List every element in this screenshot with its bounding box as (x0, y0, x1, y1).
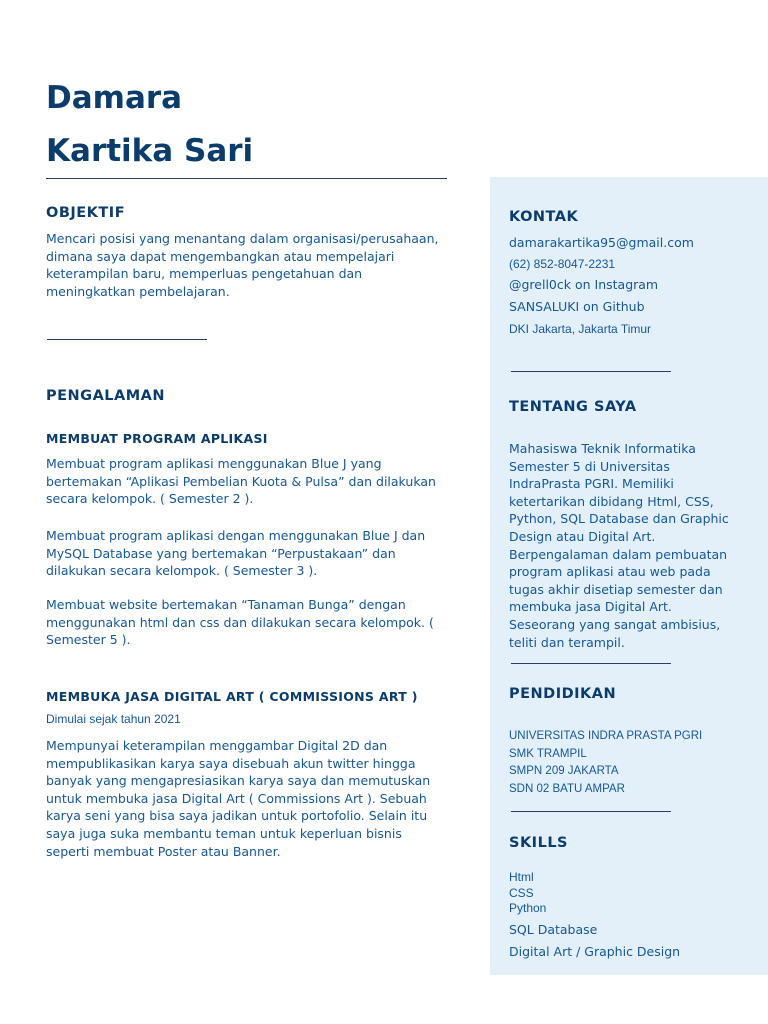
skills-list (509, 870, 546, 917)
education-list (509, 728, 702, 799)
education-item: SMPN 209 JAKARTA (509, 765, 619, 778)
about-heading: TENTANG SAYA (509, 399, 637, 415)
skill-item: Html (509, 870, 534, 884)
resume-name (46, 72, 253, 178)
education-item: SDN 02 BATU AMPAR (509, 783, 625, 796)
contact-divider (511, 371, 671, 372)
job-description: Mempunyai keterampilan menggambar Digital 2D dan mempublikasikan karya saya disebuah akun twitter hingga banyak yang mengapresiasikan karya saya dan memutuskan untuk membuka jasa Digital Art ( Commissions Art ). Sebuah karya seni yang bisa saya jadikan untuk portofolio. Selain itu saya juga suka membantu teman untuk keperluan bisnis seperti membuat Poster atau Banner. (46, 738, 431, 859)
skills-heading: SKILLS (509, 835, 568, 851)
first-name: Damara (46, 80, 183, 116)
about-text: Mahasiswa Teknik Informatika Semester 5 di Universitas IndraPrasta PGRI. Memiliki ketertarikan dibidang Html, CSS, Python, SQL Database dan Graphic Design atau Digital Art. Berpengalaman dalam pembuatan program aplikasi atau web pada tugas akhir disetiap semester dan membuka jasa Digital Art. Seseorang yang sangat ambisius, teliti dan terampil. (509, 441, 729, 650)
objective-divider (47, 339, 207, 340)
about-divider (511, 663, 671, 664)
contact-email[interactable]: damarakartika95@gmail.com (509, 235, 694, 250)
contact-github: SANSALUKI on Github (509, 299, 645, 314)
contact-instagram: @grell0ck on Instagram (509, 277, 659, 292)
skill-item: Python (509, 901, 547, 915)
job-description: Membuat program aplikasi dengan menggunakan Blue J dan MySQL Database yang bertemakan “Perpustakaan” dan dilakukan secara kelompok. ( Semester 3 ). (46, 528, 426, 579)
contact-heading: KONTAK (509, 209, 579, 225)
job-title: MEMBUKA JASA DIGITAL ART ( COMMISSIONS ART ) (46, 689, 418, 704)
job-subtitle: Dimulai sejak tahun 2021 (46, 712, 181, 726)
experience-heading: PENGALAMAN (46, 388, 166, 404)
education-heading: PENDIDIKAN (509, 686, 617, 702)
education-item: UNIVERSITAS INDRA PRASTA PGRI (509, 730, 703, 742)
objective-text: Mencari posisi yang menantang dalam organisasi/perusahaan, dimana saya dapat mengembangkan atau mempelajari keterampilan baru, memperluas pengetahuan dan meningkatkan pembelajaran. (46, 231, 439, 299)
last-name: Kartika Sari (46, 133, 254, 169)
job-description: Membuat website bertemakan “Tanaman Bunga” dengan menggunakan html dan css dan dilakukan secara kelompok. ( Semester 5 ). (46, 597, 434, 648)
skill-item: SQL Database (509, 922, 598, 937)
education-item: SMK TRAMPIL (509, 747, 587, 760)
objective-heading: OBJEKTIF (46, 205, 126, 221)
education-divider (511, 811, 671, 812)
job-title: MEMBUAT PROGRAM APLIKASI (46, 431, 268, 446)
skill-item: Digital Art / Graphic Design (509, 944, 681, 959)
contact-phone: (62) 852-8047-2231 (509, 257, 616, 271)
job-description: Membuat program aplikasi menggunakan Blue J yang bertemakan “Aplikasi Pembelian Kuota & Pulsa” dan dilakukan secara kelompok. ( Semester 2 ). (46, 456, 436, 507)
contact-location: DKI Jakarta, Jakarta Timur (509, 322, 652, 336)
skill-item: CSS (509, 885, 534, 900)
header-divider (46, 178, 447, 179)
